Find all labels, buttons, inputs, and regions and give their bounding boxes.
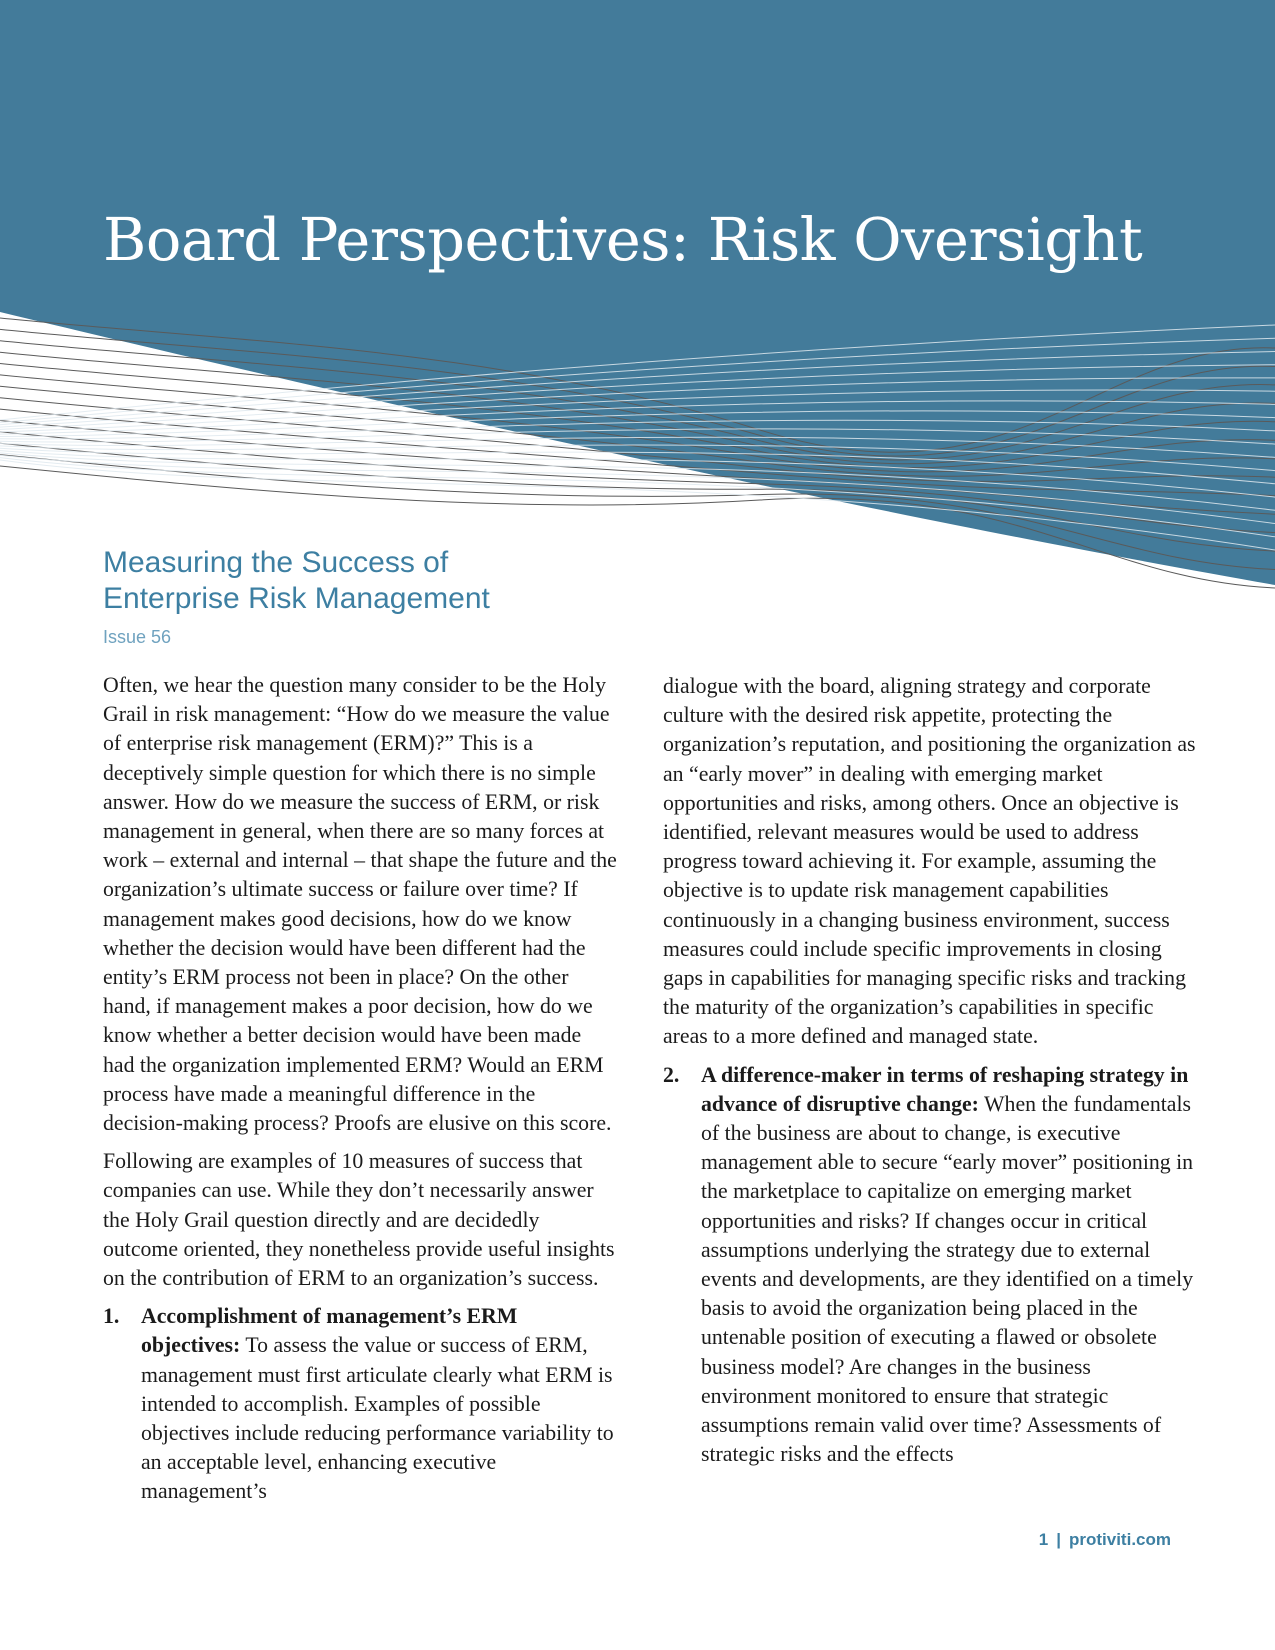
website-link[interactable]: protiviti.com <box>1068 1530 1171 1549</box>
list-number: 1. <box>103 1304 120 1329</box>
list-item-1-continued: dialogue with the board, aligning strategy and corporate culture with the desired risk appetite, protecting the organization’s reputation, and positioning the organization as an “early mover” in dealing with emerging market opportunities and risks, among others. Once an objective is identified, relevant measures would be used to address progress toward achieving it. For example, assuming the objective is to update risk management capabilities continuously in a changing business environment, success measures could include specific improvements in closing gaps in capabilities for managing specific risks and tracking the maturity of the organization’s capabilities in specific areas to a more defined and managed state. <box>663 674 1196 1049</box>
list-item-body <box>701 1061 1203 1470</box>
list-item-lead: A difference-maker in terms of reshaping strategy in advance of disruptive change: <box>701 1062 1189 1116</box>
subtitle-line-2: Enterprise Risk Management <box>103 582 490 615</box>
issue-number: Issue 56 <box>103 627 172 647</box>
header-banner <box>0 0 1275 590</box>
page-footer <box>1039 1530 1171 1550</box>
list-item-text: To assess the value or success of ERM, management must first articulate clearly what ERM is intended to accomplish. Examples of possible objectives include reducing performance variability to an acceptable level, enhancing executive management’s <box>141 1333 614 1504</box>
banner-background <box>0 0 1275 585</box>
subtitle-line-1: Measuring the Success of <box>103 546 449 579</box>
article-subtitle <box>103 545 490 617</box>
footer-separator: | <box>1056 1530 1061 1549</box>
list-item-text: When the fundamentals of the business are about to change, is executive management able to secure “early mover” positioning in the marketplace to capitalize on emerging market opportunities and risks? If changes occur in critical assumptions underlying the strategy due to external events and developments, are they identified on a timely basis to avoid the organization being placed in the untenable position of executing a flawed or obsolete business model? Are changes in the business environment monitored to ensure that strategic assumptions remain valid over time? Assessments of strategic risks and the effects <box>701 1091 1194 1467</box>
list-item-2 <box>663 1061 1203 1470</box>
intro-paragraph-1: Often, we hear the question many consider to be the Holy Grail in risk management: “How do we measure the value of enterprise risk management (ERM)?” This is a deceptively simple question for which there is no simple answer. How do we measure the success of ERM, or risk management in general, when there are so many forces at work – external and internal – that shape the future and the organization’s ultimate success or failure over time? If management makes good decisions, how do we know whether the decision would have been different had the entity’s ERM process not been in place? On the other hand, if management makes a poor decision, how do we know whether a better decision would have been made had the organization implemented ERM? Would an ERM process have made a meaningful difference in the decision-making process? Proofs are elusive on this score. <box>103 673 617 1136</box>
list-item-lead: Accomplishment of management’s ERM objectives: <box>141 1304 518 1358</box>
intro-paragraph-2: Following are examples of 10 measures of success that companies can use. While they don’t necessarily answer the Holy Grail question directly and are decidedly outcome oriented, they nonetheless provide useful insights on the contribution of ERM to an organization’s success. <box>103 1149 615 1291</box>
list-item-body <box>141 1302 618 1506</box>
left-column <box>103 671 618 1516</box>
list-number: 2. <box>663 1062 680 1087</box>
page-number: 1 <box>1038 1530 1049 1549</box>
right-column <box>663 672 1203 1478</box>
page-title: Board Perspectives: Risk Oversight <box>103 205 1143 274</box>
list-item-1 <box>103 1302 618 1506</box>
wave-graphic <box>0 0 1275 590</box>
